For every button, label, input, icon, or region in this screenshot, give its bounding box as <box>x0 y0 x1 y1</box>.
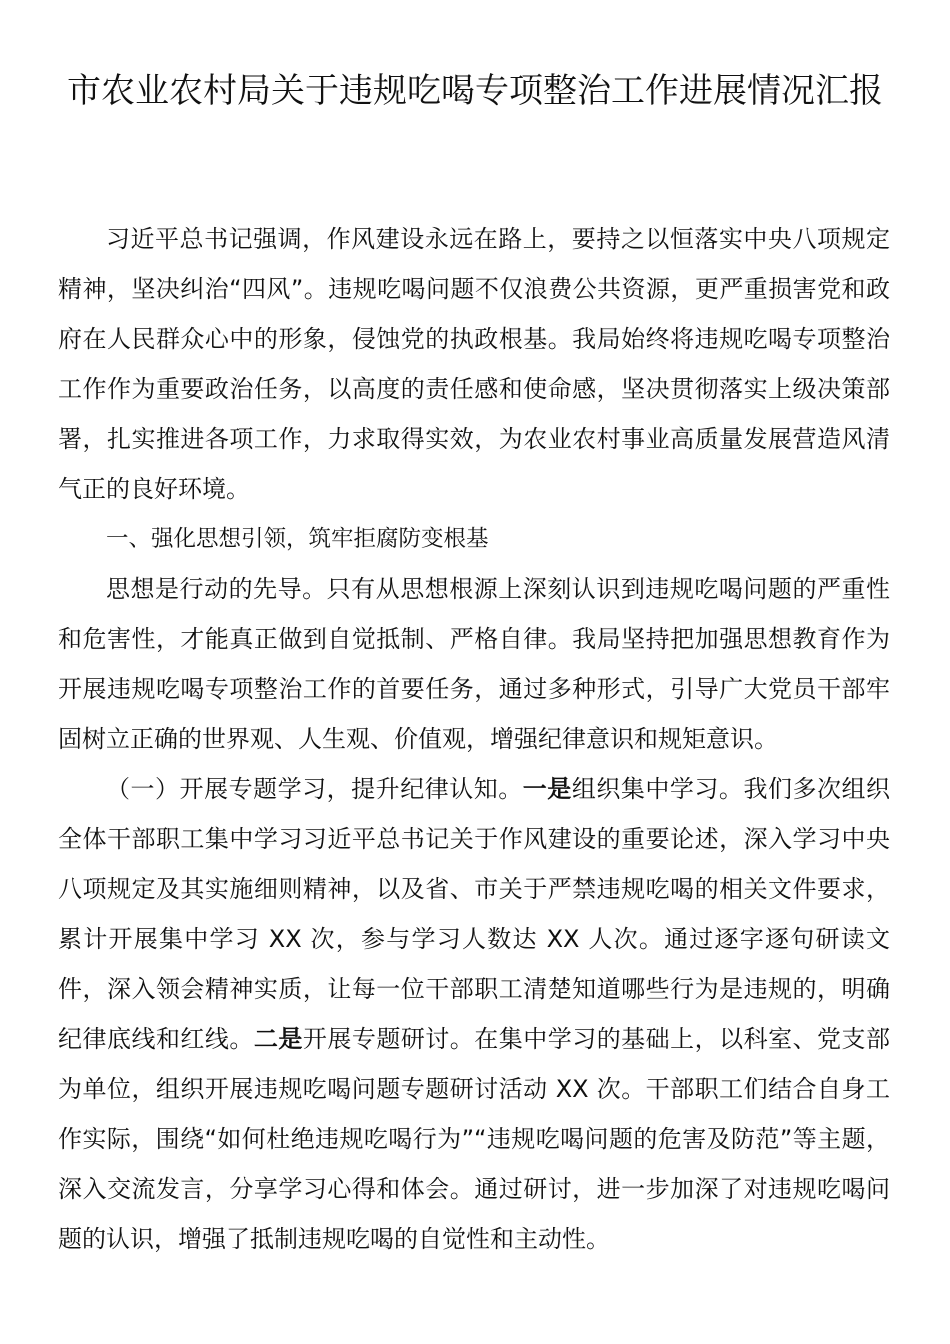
section-1-heading: 一、强化思想引领，筑牢拒腐防变根基 <box>106 526 489 552</box>
point-2-label: 二是 <box>253 1025 303 1053</box>
subsection-1-paragraph <box>58 764 890 1264</box>
point-2-text: 开展专题研讨。在集中学习的基础上，以科室、党支部为单位，组织开展违规吃喝问题专题研讨活动 XX 次。干部职工们结合自身工作实际，围绕“如何杜绝违规吃喝行为”“违规吃喝问题的危害及防范”等主题，深入交流发言，分享学习心得和体会。通过研讨，进一步加深了对违规吃喝问题的认识，增强了抵制违规吃喝的自觉性和主动性。 <box>58 1025 891 1253</box>
section-1-paragraph: 思想是行动的先导。只有从思想根源上深刻认识到违规吃喝问题的严重性和危害性，才能真正做到自觉抵制、严格自律。我局坚持把加强思想教育作为开展违规吃喝专项整治工作的首要任务，通过多种形式，引导广大党员干部牢固树立正确的世界观、人生观、价值观，增强纪律意识和规矩意识。 <box>58 575 890 753</box>
subsection-1-lead: （一）开展专题学习，提升纪律认知。 <box>106 775 523 803</box>
document-title: 市农业农村局关于违规吃喝专项整治工作进展情况汇报 <box>67 71 883 111</box>
document-body <box>58 214 890 1264</box>
intro-paragraph: 习近平总书记强调，作风建设永远在路上，要持之以恒落实中央八项规定精神，坚决纠治“四风”。违规吃喝问题不仅浪费公共资源，更严重损害党和政府在人民群众心中的形象，侵蚀党的执政根基。我局始终将违规吃喝专项整治工作作为重要政治任务，以高度的责任感和使命感，坚决贯彻落实上级决策部署，扎实推进各项工作，力求取得实效，为农业农村事业高质量发展营造风清气正的良好环境。 <box>58 225 890 503</box>
point-1-label: 一是 <box>522 775 572 803</box>
point-1-text: 组织集中学习。我们多次组织全体干部职工集中学习习近平总书记关于作风建设的重要论述，深入学习中央八项规定及其实施细则精神，以及省、市关于严禁违规吃喝的相关文件要求，累计开展集中学习 XX 次，参与学习人数达 XX 人次。通过逐字逐句研读文件，深入领会精神实质，让每一位干部职工清楚知道哪些行为是违规的，明确纪律底线和红线。 <box>58 775 891 1053</box>
